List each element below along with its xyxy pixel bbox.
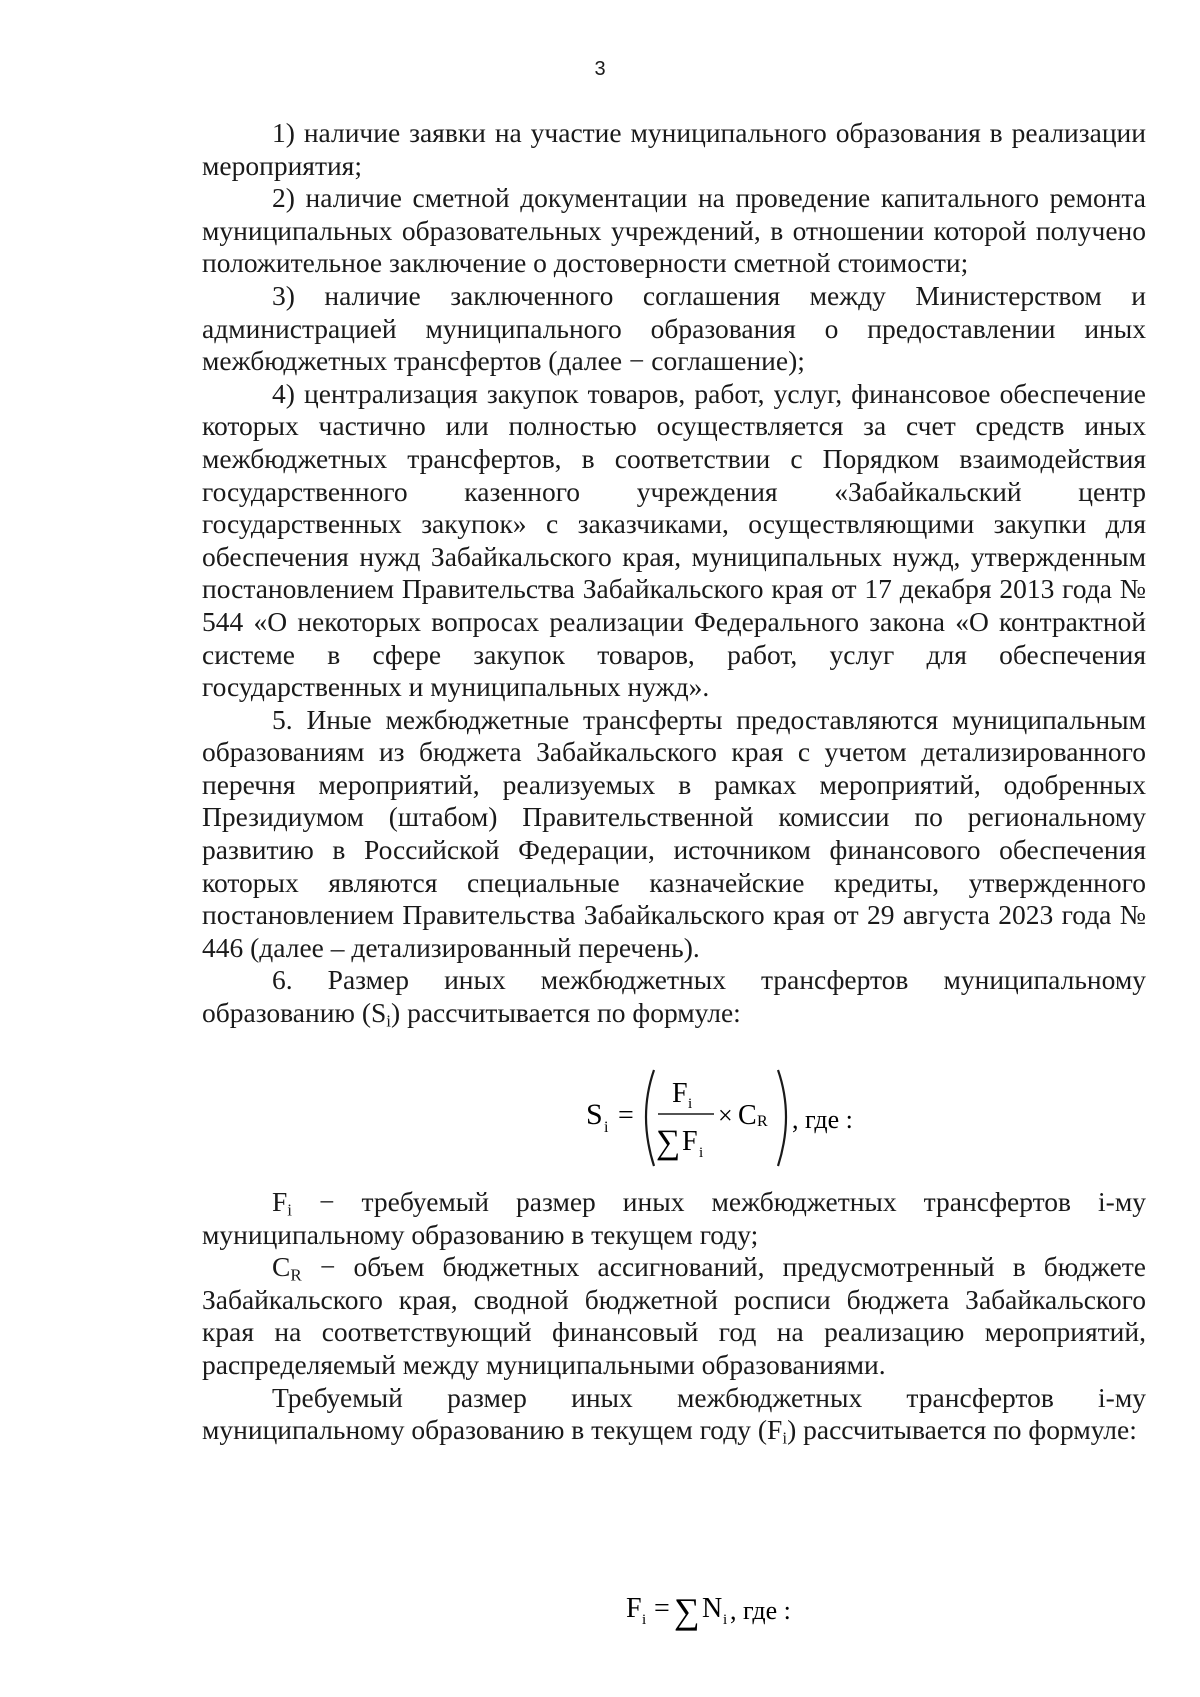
- formula-si-sum: ∑: [656, 1124, 681, 1161]
- definition-cr: [202, 1251, 1146, 1381]
- definition-cr-sub: R: [290, 1265, 302, 1285]
- formula-si-lhs-sub: i: [604, 1119, 609, 1136]
- formula-si: [582, 1062, 862, 1172]
- paragraph-required-after: ) рассчитывается по формуле:: [787, 1414, 1137, 1446]
- paragraph-1: 1) наличие заявки на участие муниципального образования в реализации мероприятия;: [202, 117, 1146, 181]
- document-body: [202, 117, 1146, 1030]
- definition-fi-sub: i: [287, 1200, 293, 1220]
- paragraph-6-after: ) рассчитывается по формуле:: [391, 997, 741, 1029]
- formula-fi-tail: , где :: [730, 1596, 791, 1625]
- definition-fi-symbol: F: [272, 1186, 288, 1217]
- formula-si-den-sub: i: [699, 1145, 704, 1161]
- left-paren: [646, 1070, 654, 1166]
- paragraph-6-sub: i: [386, 1011, 392, 1031]
- paragraph-required-before: Требуемый размер иных межбюджетных трансфертов i-му муниципальному образованию в текущем году (F: [202, 1381, 1146, 1446]
- formula-si-c: C: [738, 1100, 757, 1131]
- formula-si-tail: , где :: [792, 1105, 853, 1134]
- formula-si-den: F: [682, 1126, 698, 1157]
- formula-fi-eq: =: [654, 1593, 670, 1624]
- formula-si-eq: =: [618, 1100, 634, 1131]
- paragraph-4: 4) централизация закупок товаров, работ, услуг, финансовое обеспечение которых частично или полностью осуществляется за счет средств иных межбюджетных трансфертов, в соответствии с Порядком взаимодействия государственного казенного учреждения «Забайкальский центр государственных закупок» с заказчиками, осуществляющими закупки для обеспечения нужд Забайкальского края, муниципальных нужд, утвержденным постановлением Правительства Забайкальского края от 17 декабря 2013 года № 544 «О некоторых вопросах реализации Федерального закона «О контрактной системе в сфере закупок товаров, работ, услуг для обеспечения государственных и муниципальных нужд».: [202, 377, 1146, 703]
- paragraph-3: 3) наличие заключенного соглашения между Министерством и администрацией муниципального образования о предоставлении иных межбюджетных трансфертов (далее − соглашение);: [202, 279, 1146, 377]
- paragraph-2: 2) наличие сметной документации на проведение капитального ремонта муниципальных образовательных учреждений, в отношении которой получено положительное заключение о достоверности сметной стоимости;: [202, 182, 1146, 279]
- definition-cr-text: − объем бюджетных ассигнований, предусмотренный в бюджете Забайкальского края, сводной бюджетной росписи бюджета Забайкальского края на соответствующий финансовый год на реализацию мероприятий, распределяемый между муниципальными образованиями.: [202, 1251, 1146, 1380]
- paragraph-required-size: [202, 1382, 1146, 1447]
- formula-fi-n: N: [702, 1593, 723, 1624]
- formula-fi-lhs-sub: i: [642, 1612, 647, 1628]
- paragraph-required-sub: i: [782, 1428, 788, 1448]
- formula-si-c-sub: R: [757, 1113, 768, 1130]
- formula-fi-lhs: F: [626, 1593, 642, 1624]
- right-paren: [778, 1070, 786, 1166]
- paragraph-5: 5. Иные межбюджетные трансферты предоставляются муниципальным образованиям из бюджета Забайкальского края с учетом детализированного перечня мероприятий, реализуемых в рамках мероприятий, одобренных Президиумом (штабом) Правительственной комиссии по региональному развитию в Российской Федерации, источником финансового обеспечения которых являются специальные казначейские кредиты, утвержденного постановлением Правительства Забайкальского края от 29 августа 2023 года № 446 (далее – детализированный перечень).: [202, 703, 1146, 963]
- formula-fi: [624, 1583, 824, 1633]
- formula-si-times: ×: [718, 1101, 733, 1130]
- definition-fi-text: − требуемый размер иных межбюджетных трансфертов i-му муниципальному образованию в текущем году;: [202, 1186, 1146, 1250]
- formula-si-num: F: [672, 1078, 688, 1109]
- formula-fi-sum: ∑: [674, 1591, 700, 1631]
- definitions: [202, 1186, 1146, 1447]
- definition-fi: [202, 1186, 1146, 1251]
- formula-fi-n-sub: i: [723, 1612, 728, 1628]
- paragraph-6-before: 6. Размер иных межбюджетных трансфертов муниципальному образованию (S: [202, 964, 1146, 1029]
- formula-si-num-sub: i: [688, 1096, 693, 1112]
- definition-cr-symbol: C: [272, 1251, 291, 1283]
- page-number: 3: [594, 58, 606, 80]
- paragraph-6: [202, 964, 1146, 1029]
- formula-si-lhs: S: [586, 1098, 603, 1131]
